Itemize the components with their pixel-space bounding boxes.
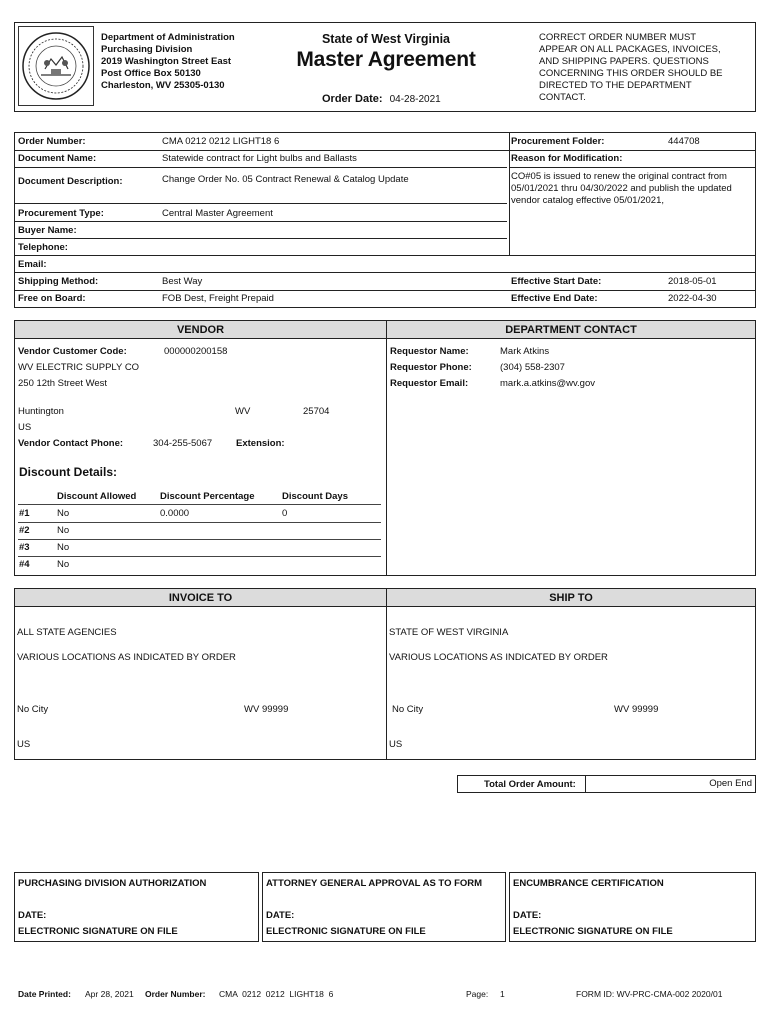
total-label: Total Order Amount:: [484, 779, 576, 790]
signature-date-label: DATE:: [513, 910, 542, 921]
reason-line: 05/01/2021 thru 04/30/2022 and publish the updated: [511, 183, 732, 194]
effective-start-value: 2018-05-01: [668, 276, 717, 287]
divider: [18, 556, 381, 557]
discount-num: #3: [19, 542, 30, 553]
ship-country: US: [389, 739, 403, 750]
vendor-street: 250 12th Street West: [18, 378, 108, 389]
shipping-method-label: Shipping Method:: [18, 276, 99, 287]
notice-line: AND SHIPPING PAPERS. QUESTIONS: [539, 56, 709, 67]
requestor-name-value: Mark Atkins: [500, 346, 550, 357]
vendor-zip: 25704: [303, 406, 330, 417]
signature-title: ENCUMBRANCE CERTIFICATION: [513, 878, 664, 889]
vendor-city: Huntington: [18, 406, 64, 417]
discount-num: #2: [19, 525, 30, 536]
document-name-value: Statewide contract for Light bulbs and Ballasts: [162, 153, 357, 164]
order-date: [322, 93, 441, 105]
signature-date-label: DATE:: [266, 910, 295, 921]
divider: [18, 522, 381, 523]
table-row: [15, 507, 386, 524]
department-address: [101, 32, 291, 92]
order-number-label: Order Number:: [18, 136, 86, 147]
email-label: Email:: [18, 259, 47, 270]
extension-label: Extension:: [236, 438, 285, 449]
procurement-folder-value: 444708: [668, 136, 700, 147]
document-description-label: Document Description:: [18, 176, 123, 187]
state-name: State of West Virginia: [321, 32, 451, 46]
ship-line2: VARIOUS LOCATIONS AS INDICATED BY ORDER: [389, 652, 608, 663]
footer-order-number-label: Order Number:: [145, 989, 206, 999]
vendor-name: WV ELECTRIC SUPPLY CO: [18, 362, 140, 373]
divider: [386, 321, 387, 575]
invoice-heading: INVOICE TO: [15, 589, 386, 607]
vendor-heading: VENDOR: [15, 321, 386, 339]
discount-percentage: 0.0000: [160, 508, 190, 519]
divider: [15, 150, 755, 151]
divider: [509, 167, 755, 168]
requestor-phone-value: (304) 558-2307: [500, 362, 565, 373]
divider: [15, 255, 755, 256]
discount-allowed: No: [57, 559, 70, 570]
procurement-type-value: Central Master Agreement: [162, 208, 273, 219]
divider: [509, 133, 510, 255]
vendor-phone-value: 304-255-5067: [153, 438, 213, 449]
notice-line: APPEAR ON ALL PACKAGES, INVOICES,: [539, 44, 721, 55]
reason-line: CO#05 is issued to renew the original contract from: [511, 171, 727, 182]
signature-esig: ELECTRONIC SIGNATURE ON FILE: [18, 926, 178, 937]
buyer-name-label: Buyer Name:: [18, 225, 77, 236]
invoice-line2: VARIOUS LOCATIONS AS INDICATED BY ORDER: [17, 652, 236, 663]
signature-box-attorney: [262, 872, 506, 942]
order-date-label: Order Date:: [322, 93, 383, 105]
requestor-phone-label: Requestor Phone:: [390, 362, 472, 373]
table-row: [15, 541, 386, 558]
divider: [15, 203, 507, 204]
ship-city: No City: [392, 704, 424, 715]
discount-days-header: Discount Days: [282, 491, 348, 502]
invoice-ship-section: [14, 588, 756, 760]
discount-allowed: No: [57, 542, 70, 553]
divider: [18, 539, 381, 540]
table-row: [15, 558, 386, 575]
procurement-folder-label: Procurement Folder:: [511, 136, 605, 147]
requestor-email-value[interactable]: mark.a.atkins@wv.gov: [500, 378, 595, 389]
order-date-value: 04-28-2021: [389, 94, 441, 105]
dept-line: Charleston, WV 25305-0130: [101, 80, 225, 91]
dept-line: Purchasing Division: [101, 44, 193, 55]
invoice-state-zip: WV 99999: [244, 704, 289, 715]
signature-esig: ELECTRONIC SIGNATURE ON FILE: [513, 926, 673, 937]
discount-allowed-header: Discount Allowed: [57, 491, 137, 502]
order-notice: [539, 32, 751, 104]
order-number-value: CMA 0212 0212 LIGHT18 6: [162, 136, 280, 147]
discount-allowed: No: [57, 508, 70, 519]
reason-text: [511, 171, 755, 207]
total-value: Open End: [709, 778, 752, 789]
invoice-country: US: [17, 739, 31, 750]
vendor-country: US: [18, 422, 32, 433]
date-printed-label: Date Printed:: [18, 989, 71, 999]
page-title: Master Agreement: [296, 48, 476, 71]
reason-label: Reason for Modification:: [511, 153, 623, 164]
vendor-code-value: 000000200158: [164, 346, 228, 357]
telephone-label: Telephone:: [18, 242, 68, 253]
vendor-code-label: Vendor Customer Code:: [18, 346, 127, 357]
reason-line: vendor catalog effective 05/01/2021,: [511, 195, 664, 206]
order-info-grid: [14, 132, 756, 308]
dept-line: Department of Administration: [101, 32, 235, 43]
signature-title: PURCHASING DIVISION AUTHORIZATION: [18, 878, 207, 889]
state-seal-icon: [18, 26, 94, 106]
ship-state-zip: WV 99999: [614, 704, 659, 715]
procurement-type-label: Procurement Type:: [18, 208, 104, 219]
divider: [15, 221, 507, 222]
signature-date-label: DATE:: [18, 910, 47, 921]
vendor-department-section: [14, 320, 756, 576]
document-name-label: Document Name:: [18, 153, 97, 164]
notice-line: CONCERNING THIS ORDER SHOULD BE: [539, 68, 723, 79]
discount-num: #1: [19, 508, 30, 519]
total-order-amount: [457, 775, 756, 793]
page-number: 1: [500, 989, 505, 999]
department-heading: DEPARTMENT CONTACT: [386, 321, 755, 339]
discount-allowed: No: [57, 525, 70, 536]
discount-num: #4: [19, 559, 30, 570]
form-id: FORM ID: WV-PRC-CMA-002 2020/01: [576, 989, 723, 999]
signature-esig: ELECTRONIC SIGNATURE ON FILE: [266, 926, 426, 937]
shipping-method-value: Best Way: [162, 276, 203, 287]
fob-value: FOB Dest, Freight Prepaid: [162, 293, 274, 304]
divider: [15, 272, 755, 273]
ship-line1: STATE OF WEST VIRGINIA: [389, 627, 509, 638]
divider: [585, 776, 586, 792]
footer-order-number-value: CMA 0212 0212 LIGHT18 6: [219, 989, 334, 999]
discount-days: 0: [282, 508, 288, 519]
ship-heading: SHIP TO: [386, 589, 755, 607]
requestor-email-label: Requestor Email:: [390, 378, 469, 389]
divider: [18, 504, 381, 505]
invoice-line1: ALL STATE AGENCIES: [17, 627, 117, 638]
document-description-value: Change Order No. 05 Contract Renewal & Catalog Update: [162, 174, 409, 185]
divider: [15, 238, 507, 239]
table-row: [15, 524, 386, 541]
discount-details-title: Discount Details:: [19, 465, 118, 479]
divider: [15, 290, 755, 291]
discount-table: [15, 507, 386, 575]
signature-title: ATTORNEY GENERAL APPROVAL AS TO FORM: [266, 878, 483, 889]
notice-line: CONTACT.: [539, 92, 586, 103]
vendor-phone-label: Vendor Contact Phone:: [18, 438, 124, 449]
divider: [15, 167, 507, 168]
discount-percentage-header: Discount Percentage: [160, 491, 255, 502]
notice-line: DIRECTED TO THE DEPARTMENT: [539, 80, 692, 91]
requestor-name-label: Requestor Name:: [390, 346, 469, 357]
signature-box-encumbrance: [509, 872, 756, 942]
effective-start-label: Effective Start Date:: [511, 276, 602, 287]
invoice-city: No City: [17, 704, 49, 715]
vendor-state: WV: [235, 406, 251, 417]
page-label: Page:: [466, 989, 489, 999]
effective-end-label: Effective End Date:: [511, 293, 598, 304]
divider: [386, 589, 387, 759]
fob-label: Free on Board:: [18, 293, 86, 304]
dept-line: Post Office Box 50130: [101, 68, 201, 79]
notice-line: CORRECT ORDER NUMBER MUST: [539, 32, 697, 43]
dept-line: 2019 Washington Street East: [101, 56, 232, 67]
signature-box-purchasing: [14, 872, 259, 942]
effective-end-value: 2022-04-30: [668, 293, 717, 304]
date-printed-value: Apr 28, 2021: [85, 989, 134, 999]
